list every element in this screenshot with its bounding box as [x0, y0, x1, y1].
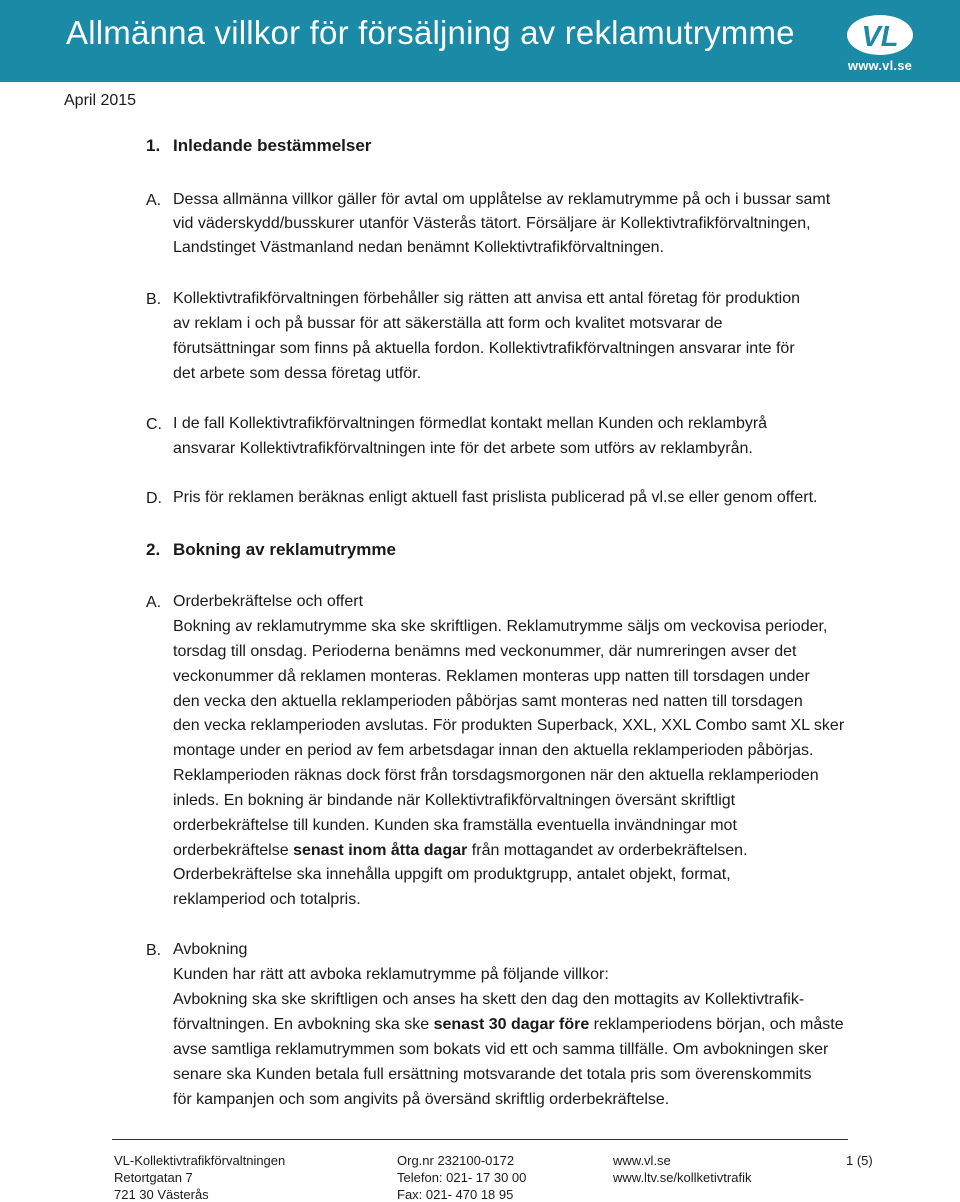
section2-a-line: reklamperiod och totalpris.	[173, 891, 361, 908]
deadline-emphasis: senast inom åtta dagar	[293, 842, 468, 859]
section1-a-line: Landstinget Västmanland nedan benämnt Kollektivtrafikförvaltningen.	[173, 239, 664, 256]
footer-org-number: Org.nr 232100-0172	[397, 1153, 515, 1168]
footer-org-name: VL-Kollektivtrafikförvaltningen	[114, 1153, 286, 1168]
document-date: April 2015	[64, 92, 137, 109]
header-banner	[0, 0, 960, 82]
logo-text: VL	[861, 21, 899, 53]
section2-b-heading: Avbokning	[173, 941, 248, 958]
section2-b-bold-line: förvaltningen. En avbokning ska ske senast 30 dagar före reklamperiodens början, och måste	[173, 1016, 844, 1033]
section2-b-marker: B.	[146, 942, 162, 959]
section2-b-line: för kampanjen och som angivits på översänd skriftlig orderbekräftelse.	[173, 1091, 670, 1108]
section2-b-line: avse samtliga reklamutrymmen som bokats vid ett och samma tillfälle. Om avbokningen sker	[173, 1041, 829, 1058]
section1-c-marker: C.	[146, 416, 162, 433]
section2-a-line: den vecka reklamperioden avslutas. För produkten Superback, XXL, XXL Combo samt XL sker	[173, 717, 845, 734]
section2-a-line: Bokning av reklamutrymme ska ske skriftligen. Reklamutrymme säljs om veckovisa perioder,	[173, 618, 828, 635]
document-title: Allmänna villkor för försäljning av reklamutrymme	[66, 14, 795, 51]
section2-a-line: inleds. En bokning är bindande när Kollektivtrafikförvaltningen översänt skriftligt	[173, 792, 736, 809]
section2-a-line: Orderbekräftelse ska innehålla uppgift om produktgrupp, antalet objekt, format,	[173, 866, 731, 883]
section2-a-line: montage under en period av fem arbetsdagar innan den aktuella reklamperioden påbörjas.	[173, 742, 814, 759]
section1-b-line: av reklam i och på bussar för att säkerställa att form och kvalitet motsvarar de	[173, 315, 723, 332]
section1-title: Inledande bestämmelser	[173, 136, 372, 155]
section1-c-line: I de fall Kollektivtrafikförvaltningen förmedlat kontakt mellan Kunden och reklambyrå	[173, 415, 768, 432]
section2-a-line: Reklamperioden räknas dock först från torsdagsmorgonen när den aktuella reklamperioden	[173, 767, 819, 784]
section1-b-marker: B.	[146, 291, 162, 308]
section2-a-bold-line: orderbekräftelse senast inom åtta dagar från mottagandet av orderbekräftelsen.	[173, 842, 748, 859]
footer-phone: Telefon: 021- 17 30 00	[397, 1170, 527, 1185]
section1-number: 1.	[146, 136, 161, 155]
section2-b-line: Kunden har rätt att avboka reklamutrymme på följande villkor:	[173, 966, 609, 983]
section2-a-line: torsdag till onsdag. Perioderna benämns med veckonummer, där numreringen avser det	[173, 643, 797, 660]
section2-a-line: orderbekräftelse till kunden. Kunden ska framställa eventuella invändningar mot	[173, 817, 737, 834]
section1-c-line: ansvarar Kollektivtrafikförvaltningen inte för det arbete som utförs av reklambyrån.	[173, 440, 753, 457]
footer-address: Retortgatan 7	[114, 1170, 193, 1185]
footer-ltv-link[interactable]: www.ltv.se/kollketivtrafik	[613, 1170, 752, 1185]
section2-a-line: den vecka den aktuella reklamperioden påbörjas samt monteras ned natten till torsdagen	[173, 693, 803, 710]
logo-url[interactable]: www.vl.se	[847, 58, 913, 73]
section1-b-line: det arbete som dessa företag utför.	[173, 365, 422, 382]
section1-a-marker: A.	[146, 192, 162, 209]
section2-b-line: senare ska Kunden betala full ersättning motsvarande det totala pris som överenskommits	[173, 1066, 812, 1083]
section2-a-line: veckonummer då reklamen monteras. Reklamen monteras upp natten till torsdagen under	[173, 668, 810, 685]
section2-b-line: Avbokning ska ske skriftligen och anses ha skett den dag den mottagits av Kollektivtrafik-	[173, 991, 805, 1008]
section1-a-line: Dessa allmänna villkor gäller för avtal om upplåtelse av reklamutrymme på och i bussar samt	[173, 191, 831, 208]
section1-b-line: Kollektivtrafikförvaltningen förbehåller sig rätten att anvisa ett antal företag för produktion	[173, 290, 801, 307]
cancellation-deadline-emphasis: senast 30 dagar före	[433, 1016, 590, 1033]
page-number: 1 (5)	[846, 1153, 873, 1168]
section1-a-line: vid väderskydd/busskurer utanför Västerås tätort. Försäljare är Kollektivtrafikförvaltningen,	[173, 215, 811, 232]
section1-b-line: förutsättningar som finns på aktuella fordon. Kollektivtrafikförvaltningen ansvarar inte för	[173, 340, 795, 357]
section1-d-marker: D.	[146, 490, 162, 507]
footer-website-link[interactable]: www.vl.se	[613, 1153, 671, 1168]
section2-a-marker: A.	[146, 594, 162, 611]
footer-fax: Fax: 021- 470 18 95	[397, 1187, 514, 1202]
section1-d-line: Pris för reklamen beräknas enligt aktuell fast prislista publicerad på vl.se eller genom offert.	[173, 489, 818, 506]
footer-divider	[112, 1139, 848, 1140]
footer-city: 721 30 Västerås	[114, 1187, 209, 1202]
section2-number: 2.	[146, 540, 161, 559]
section2-a-heading: Orderbekräftelse och offert	[173, 593, 364, 610]
section2-title: Bokning av reklamutrymme	[173, 540, 396, 559]
